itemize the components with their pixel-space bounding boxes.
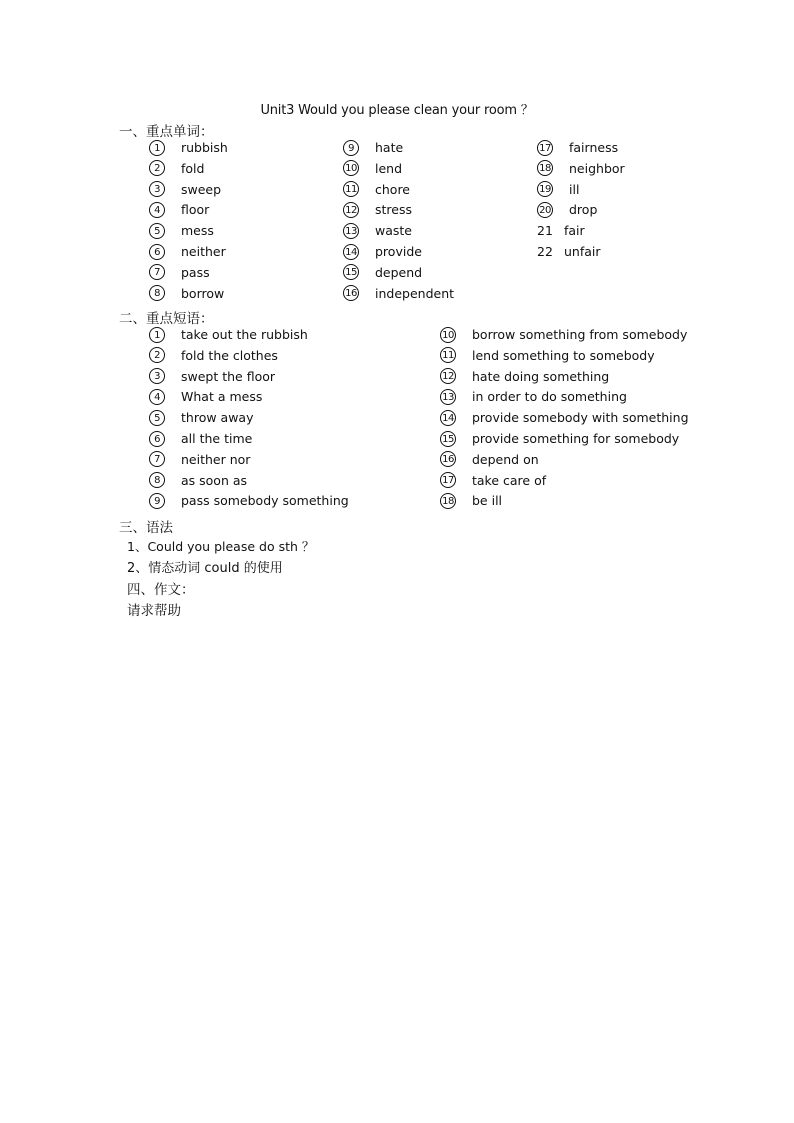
word-text: drop bbox=[569, 202, 598, 218]
word-text: sweep bbox=[181, 181, 222, 197]
word-number: 12 bbox=[343, 202, 359, 218]
word-number: 20 bbox=[537, 202, 553, 218]
word-text: fair bbox=[564, 223, 585, 239]
phrase-item bbox=[440, 368, 610, 386]
word-text: provide bbox=[375, 244, 422, 259]
phrase-text: fold the clothes bbox=[181, 347, 278, 363]
word-number: 10 bbox=[343, 160, 359, 176]
phrase-item bbox=[440, 492, 503, 510]
phrase-text: take out the rubbish bbox=[181, 327, 308, 342]
phrase-number: 4 bbox=[149, 389, 165, 405]
phrase-text: provide something for somebody bbox=[472, 431, 680, 446]
phrase-number: 13 bbox=[440, 389, 456, 405]
word-number: 18 bbox=[537, 160, 553, 176]
word-number: 15 bbox=[343, 264, 359, 280]
phrase-text: What a mess bbox=[181, 389, 263, 405]
phrase-item bbox=[149, 326, 308, 344]
phrase-number: 17 bbox=[440, 472, 456, 488]
word-item bbox=[537, 243, 601, 261]
phrase-item bbox=[440, 430, 680, 448]
word-text: hate bbox=[375, 140, 404, 155]
phrase-number: 3 bbox=[149, 368, 165, 384]
phrase-number: 7 bbox=[149, 451, 165, 467]
word-number: 19 bbox=[537, 181, 553, 197]
phrase-text: borrow something from somebody bbox=[472, 327, 688, 342]
word-item bbox=[149, 160, 205, 178]
word-number: 22 bbox=[537, 244, 553, 259]
phrase-text: provide somebody with something bbox=[472, 410, 689, 426]
phrase-number: 9 bbox=[149, 493, 165, 509]
word-item bbox=[149, 285, 225, 303]
word-number: 3 bbox=[149, 181, 165, 197]
word-number: 7 bbox=[149, 264, 165, 280]
word-item bbox=[537, 181, 580, 199]
phrase-item bbox=[440, 451, 539, 469]
phrase-text: as soon as bbox=[181, 472, 248, 488]
word-item bbox=[149, 222, 214, 240]
word-text: waste bbox=[375, 223, 412, 239]
grammar-item-2: 2、情态动词 could 的使用 bbox=[127, 561, 283, 576]
phrase-item bbox=[440, 472, 547, 490]
phrase-item bbox=[149, 472, 248, 490]
phrase-item bbox=[149, 451, 251, 469]
word-item bbox=[343, 264, 423, 282]
word-item bbox=[343, 222, 412, 240]
page-title: Unit3 Would you please clean your room ？ bbox=[260, 103, 534, 118]
word-number: 21 bbox=[537, 223, 553, 239]
phrase-number: 6 bbox=[149, 431, 165, 447]
section-heading-words: 一、重点单词： bbox=[119, 124, 214, 140]
phrase-text: in order to do something bbox=[472, 389, 627, 405]
word-number: 9 bbox=[343, 140, 359, 156]
word-text: fold bbox=[181, 160, 205, 176]
word-text: depend bbox=[375, 264, 423, 280]
word-number: 4 bbox=[149, 202, 165, 218]
word-number: 11 bbox=[343, 181, 359, 197]
word-text: floor bbox=[181, 202, 210, 218]
phrase-item bbox=[149, 347, 278, 365]
word-text: fairness bbox=[569, 140, 619, 155]
word-text: unfair bbox=[564, 244, 601, 259]
word-item bbox=[343, 181, 410, 199]
phrase-text: pass somebody something bbox=[181, 493, 349, 509]
word-item bbox=[149, 139, 228, 157]
word-item bbox=[537, 139, 619, 157]
phrase-text: neither nor bbox=[181, 451, 251, 467]
phrase-item bbox=[440, 388, 627, 406]
word-text: neighbor bbox=[569, 160, 625, 176]
word-text: rubbish bbox=[181, 140, 228, 155]
word-item bbox=[343, 285, 455, 303]
word-number: 1 bbox=[149, 140, 165, 156]
word-item bbox=[343, 201, 412, 219]
phrase-text: hate doing something bbox=[472, 368, 610, 384]
phrase-item bbox=[149, 409, 254, 427]
word-item bbox=[343, 160, 403, 178]
phrase-item bbox=[149, 430, 253, 448]
section-heading-phrases: 二、重点短语： bbox=[119, 311, 214, 327]
word-number: 17 bbox=[537, 140, 553, 156]
word-item bbox=[149, 243, 226, 261]
phrase-number: 16 bbox=[440, 451, 456, 467]
phrase-item bbox=[440, 347, 655, 365]
word-number: 6 bbox=[149, 244, 165, 260]
word-text: independent bbox=[375, 285, 455, 301]
essay-topic: 请求帮助 bbox=[127, 603, 181, 619]
phrase-number: 12 bbox=[440, 368, 456, 384]
word-number: 16 bbox=[343, 285, 359, 301]
phrase-text: lend something to somebody bbox=[472, 347, 655, 363]
word-item bbox=[149, 201, 210, 219]
word-item bbox=[149, 264, 210, 282]
word-item bbox=[343, 139, 404, 157]
word-item bbox=[149, 181, 222, 199]
phrase-number: 8 bbox=[149, 472, 165, 488]
phrase-number: 14 bbox=[440, 410, 456, 426]
word-number: 8 bbox=[149, 285, 165, 301]
phrase-text: take care of bbox=[472, 472, 547, 488]
phrase-item bbox=[149, 388, 263, 406]
word-text: borrow bbox=[181, 285, 225, 301]
word-text: neither bbox=[181, 244, 226, 259]
phrase-text: swept the floor bbox=[181, 368, 276, 384]
word-item bbox=[537, 160, 625, 178]
grammar-item-1: 1、Could you please do sth ？ bbox=[127, 539, 315, 554]
word-text: pass bbox=[181, 264, 210, 280]
phrase-number: 11 bbox=[440, 347, 456, 363]
phrase-item bbox=[149, 492, 349, 510]
phrase-item bbox=[149, 368, 276, 386]
phrase-text: all the time bbox=[181, 431, 253, 446]
word-text: chore bbox=[375, 181, 410, 197]
phrase-number: 1 bbox=[149, 327, 165, 343]
phrase-number: 2 bbox=[149, 347, 165, 363]
word-number: 14 bbox=[343, 244, 359, 260]
word-text: mess bbox=[181, 223, 214, 239]
phrase-text: throw away bbox=[181, 410, 254, 426]
phrase-item bbox=[440, 409, 689, 427]
phrase-text: be ill bbox=[472, 493, 503, 509]
word-text: ill bbox=[569, 181, 580, 197]
word-number: 13 bbox=[343, 223, 359, 239]
word-text: lend bbox=[375, 160, 403, 176]
word-item bbox=[537, 201, 598, 219]
phrase-number: 5 bbox=[149, 410, 165, 426]
phrase-text: depend on bbox=[472, 451, 539, 467]
word-text: stress bbox=[375, 202, 412, 218]
word-number: 5 bbox=[149, 223, 165, 239]
phrase-number: 15 bbox=[440, 431, 456, 447]
word-item bbox=[537, 222, 585, 240]
section-heading-grammar: 三、语法 bbox=[119, 520, 173, 536]
phrase-item bbox=[440, 326, 688, 344]
word-number: 2 bbox=[149, 160, 165, 176]
section-heading-essay: 四、作文： bbox=[127, 582, 195, 598]
word-item bbox=[343, 243, 422, 261]
phrase-number: 18 bbox=[440, 493, 456, 509]
phrase-number: 10 bbox=[440, 327, 456, 343]
